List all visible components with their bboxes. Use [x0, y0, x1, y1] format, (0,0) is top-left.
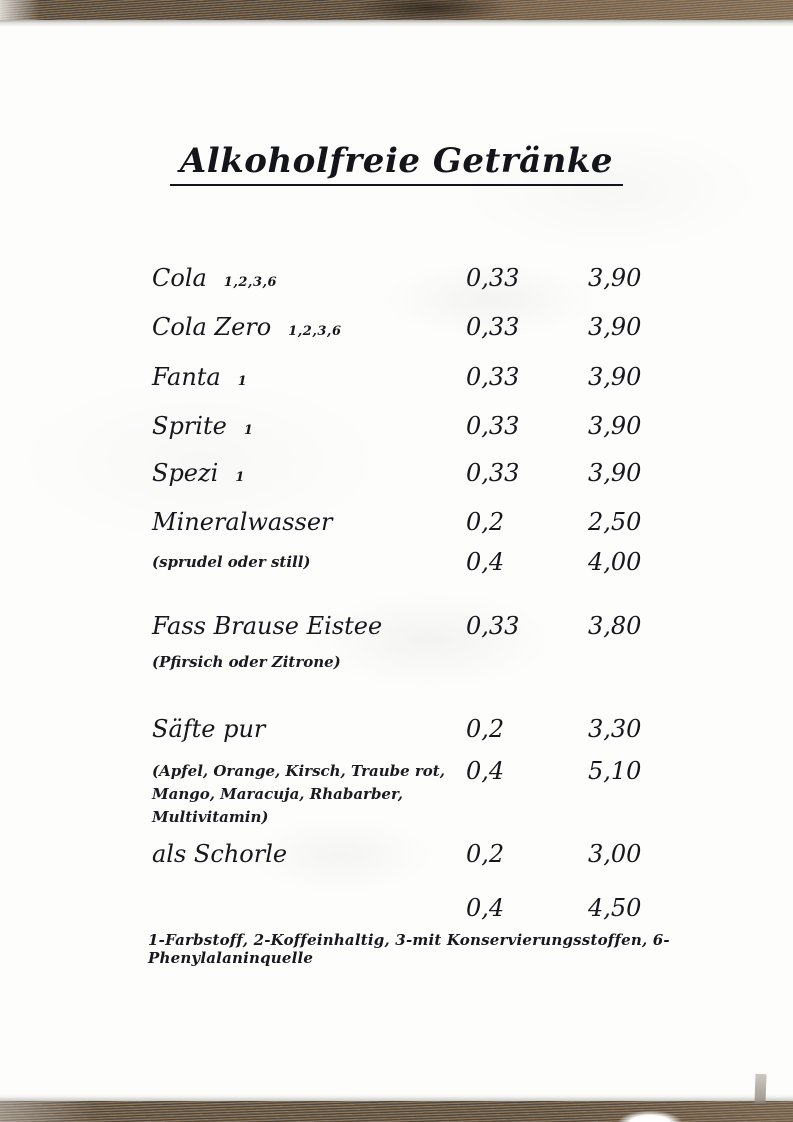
wood-table-edge-top — [0, 0, 793, 20]
item-main-row — [152, 715, 672, 747]
item-volume: 0,33 — [466, 412, 520, 440]
item-name: Spezi 1 — [152, 459, 245, 487]
footnote: 1-Farbstoff, 2-Koffeinhaltig, 3-mit Konservierungsstoffen, 6-Phenylalaninquelle — [148, 931, 670, 967]
title-wrap — [0, 141, 793, 186]
item-footnote-refs: 1 — [243, 423, 254, 438]
menu-item — [152, 264, 672, 296]
item-sub-row — [152, 648, 672, 680]
item-name: Mineralwasser — [152, 508, 333, 536]
item-main-row — [152, 840, 672, 872]
item-price: 3,80 — [588, 612, 642, 640]
item-volume: 0,2 — [466, 508, 505, 536]
menu-item — [152, 508, 672, 580]
item-volume: 0,33 — [466, 363, 520, 391]
item-footnote-refs: 1,2,3,6 — [288, 324, 342, 339]
item-name: Cola 1,2,3,6 — [152, 264, 278, 292]
menu-item — [152, 459, 672, 491]
item-volume: 0,33 — [466, 612, 520, 640]
item-volume: 0,2 — [466, 840, 505, 868]
item-price: 3,90 — [588, 264, 642, 292]
item-main-row — [152, 459, 672, 491]
item-price: 3,30 — [588, 715, 642, 743]
item-price: 3,90 — [588, 363, 642, 391]
item-volume-2: 0,4 — [466, 548, 505, 576]
item-name: Säfte pur — [152, 715, 266, 743]
item-footnote-refs: 1 — [237, 374, 248, 389]
item-price-2: 4,00 — [588, 548, 642, 576]
item-price-2: 5,10 — [588, 757, 642, 785]
item-volume-2: 0,4 — [466, 757, 505, 785]
item-price: 2,50 — [588, 508, 642, 536]
item-subtitle: (sprudel oder still) — [152, 553, 311, 571]
item-footnote-refs: 1 — [235, 470, 245, 485]
item-subtitle — [152, 894, 466, 897]
item-price: 3,90 — [588, 412, 642, 440]
item-sub-row — [152, 548, 672, 580]
item-volume: 0,2 — [466, 715, 505, 743]
item-price: 3,90 — [588, 313, 642, 341]
item-main-row — [152, 313, 672, 345]
menu-title: Alkoholfreie Getränke — [170, 141, 623, 186]
item-volume: 0,33 — [466, 459, 520, 487]
item-main-row — [152, 508, 672, 540]
item-price-2: 4,50 — [588, 894, 642, 922]
item-volume: 0,33 — [466, 264, 520, 292]
item-main-row — [152, 412, 672, 444]
menu-item — [152, 612, 672, 680]
item-price: 3,00 — [588, 840, 642, 868]
item-sub-row — [152, 757, 672, 829]
item-name: Sprite 1 — [152, 412, 254, 440]
item-name: Fass Brause Eistee — [152, 612, 383, 640]
menu-item — [152, 313, 672, 345]
item-volume-2: 0,4 — [466, 894, 505, 922]
item-sub-row — [152, 894, 672, 926]
item-name: als Schorle — [152, 840, 288, 868]
item-main-row — [152, 612, 672, 644]
menu-item — [152, 840, 672, 926]
wood-table-edge-bottom — [0, 1101, 793, 1122]
item-name: Cola Zero 1,2,3,6 — [152, 313, 342, 341]
item-name: Fanta 1 — [152, 363, 248, 391]
menu-item — [152, 363, 672, 395]
item-volume: 0,33 — [466, 313, 520, 341]
item-subtitle: (Apfel, Orange, Kirsch, Traube rot, Mango, Maracuja, Rhabarber, Multivitamin) — [152, 762, 445, 826]
item-main-row — [152, 363, 672, 395]
menu-item — [152, 412, 672, 444]
item-subtitle: (Pfirsich oder Zitrone) — [152, 653, 341, 671]
item-price: 3,90 — [588, 459, 642, 487]
table-edge-mark — [754, 1074, 766, 1103]
item-main-row — [152, 264, 672, 296]
menu-item — [152, 715, 672, 829]
item-footnote-refs: 1,2,3,6 — [223, 275, 278, 290]
